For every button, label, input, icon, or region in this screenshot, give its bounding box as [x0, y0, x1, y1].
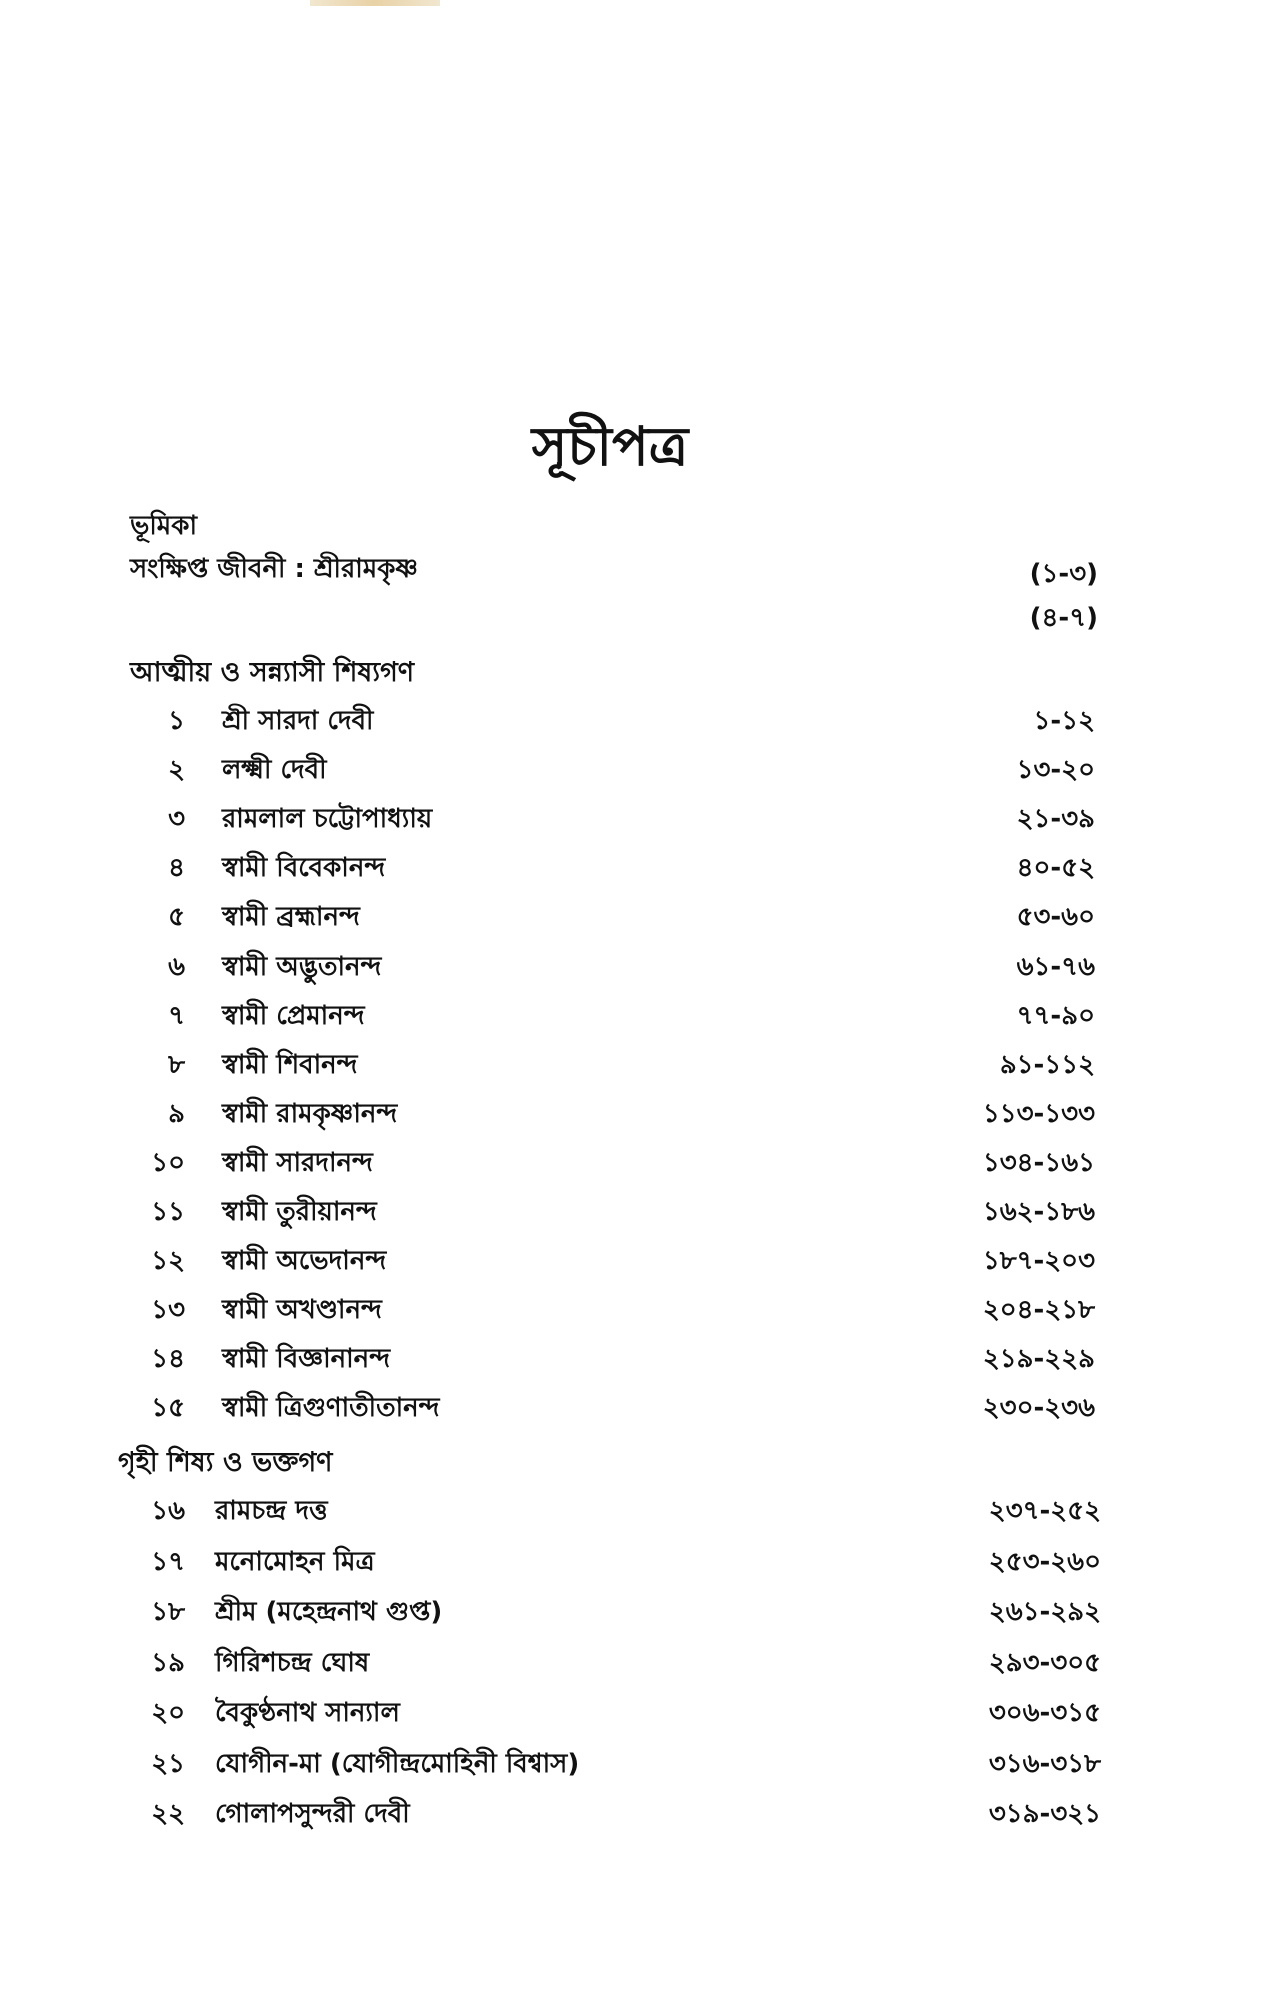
toc-entry-pages: ১৮৭-২০৩	[982, 1246, 1095, 1277]
toc-entry-number: ৯	[168, 1098, 185, 1129]
toc-entry-pages: ৬১-৭৬	[1016, 951, 1095, 982]
toc-entry-pages: ১৩-২০	[1016, 755, 1095, 786]
front-item-biography: সংক্ষিপ্ত জীবনী : শ্রীরামকৃষ্ণ	[130, 554, 419, 584]
toc-entry-pages: ২৩০-২৩৬	[982, 1393, 1095, 1424]
section-heading-2: গৃহী শিষ্য ও ভক্তগণ	[118, 1447, 333, 1478]
toc-entry-title: স্বামী শিবানন্দ	[222, 1049, 358, 1080]
toc-entry-number: ১৯	[151, 1647, 185, 1678]
toc-entry-title: স্বামী সারদানন্দ	[222, 1147, 373, 1178]
toc-entry-pages: ৯১-১১২	[999, 1049, 1095, 1080]
front-item-biography-pages: (১-৩)	[1029, 559, 1098, 589]
toc-entry-pages: ২৬১-২৯২	[988, 1597, 1101, 1627]
toc-entry-number: ১০	[151, 1147, 185, 1178]
toc-entry-title: গোলাপসুন্দরী দেবী	[215, 1799, 410, 1829]
toc-entry-pages: ৩১৬-৩১৮	[988, 1748, 1101, 1779]
toc-entry-pages: ২৩৭-২৫২	[988, 1496, 1101, 1526]
toc-entry-number: ৩	[168, 804, 185, 835]
toc-entry-title: স্বামী অদ্ভুতানন্দ	[222, 951, 382, 982]
toc-entry-number: ১৮	[151, 1597, 185, 1627]
toc-entry-pages: ১৬২-১৮৬	[982, 1197, 1095, 1227]
toc-entry-number: ৪	[168, 853, 185, 884]
front-item-preface: ভূমিকা	[130, 511, 197, 541]
toc-entry-number: ১১	[151, 1197, 185, 1227]
toc-entry-number: ৮	[168, 1049, 185, 1080]
toc-entry-title: স্বামী বিজ্ঞানানন্দ	[222, 1344, 391, 1375]
toc-entry-number: ১	[168, 706, 185, 736]
toc-entry-number: ১৭	[151, 1546, 185, 1577]
toc-entry-number: ১৩	[151, 1295, 185, 1326]
toc-entry-pages: ৪০-৫২	[1016, 853, 1095, 884]
toc-entry-pages: ৫৩-৬০	[1016, 902, 1095, 933]
toc-entry-number: ১৫	[151, 1393, 185, 1424]
toc-entry-title: গিরিশচন্দ্র ঘোষ	[215, 1647, 370, 1678]
toc-entry-title: রামচন্দ্র দত্ত	[215, 1496, 328, 1526]
toc-entry-title: মনোমোহন মিত্র	[215, 1546, 375, 1577]
toc-entry-number: ১৪	[151, 1344, 185, 1375]
toc-entry-title: স্বামী ব্রহ্মানন্দ	[222, 902, 360, 933]
toc-entry-pages: ৭৭-৯০	[1016, 1000, 1095, 1031]
toc-entry-title: লক্ষ্মী দেবী	[222, 755, 327, 786]
section-heading-1: আত্মীয় ও সন্ন্যাসী শিষ্যগণ	[130, 657, 415, 688]
toc-entry-pages: ১-১২	[1033, 706, 1095, 736]
page-title: সূচীপত্র	[531, 415, 689, 478]
toc-entry-number: ২০	[151, 1698, 185, 1728]
toc-entry-number: ৭	[168, 1000, 185, 1031]
toc-entry-title: বৈকুণ্ঠনাথ সান্যাল	[215, 1698, 400, 1728]
toc-entry-pages: ১৩৪-১৬১	[982, 1147, 1095, 1178]
toc-entry-number: ২১	[151, 1748, 185, 1779]
toc-entry-number: ১৬	[151, 1496, 185, 1526]
toc-entry-number: ৬	[168, 951, 185, 982]
toc-entry-title: স্বামী প্রেমানন্দ	[222, 1000, 365, 1031]
toc-entry-pages: ২০৪-২১৮	[982, 1295, 1095, 1326]
toc-entry-number: ২২	[151, 1799, 185, 1829]
front-item-extra-pages: (৪-৭)	[1029, 603, 1098, 633]
toc-entry-number: ১২	[151, 1246, 185, 1277]
toc-entry-pages: ৩১৯-৩২১	[988, 1799, 1101, 1829]
toc-entry-title: স্বামী অখণ্ডানন্দ	[222, 1295, 382, 1326]
toc-entry-title: রামলাল চট্টোপাধ্যায়	[222, 804, 433, 835]
toc-entry-title: স্বামী ত্রিগুণাতীতানন্দ	[222, 1393, 440, 1424]
toc-entry-number: ৫	[168, 902, 185, 933]
toc-entry-title: স্বামী বিবেকানন্দ	[222, 853, 386, 884]
toc-entry-pages: ২৫৩-২৬০	[988, 1546, 1101, 1577]
page-top-stain	[310, 0, 440, 6]
toc-entry-title: শ্রীম (মহেন্দ্রনাথ গুপ্ত)	[215, 1597, 443, 1627]
toc-entry-number: ২	[168, 755, 185, 786]
toc-entry-pages: ২৯৩-৩০৫	[988, 1647, 1101, 1678]
toc-entry-pages: ১১৩-১৩৩	[982, 1098, 1095, 1129]
toc-entry-pages: ৩০৬-৩১৫	[988, 1698, 1101, 1728]
toc-entry-title: স্বামী রামকৃষ্ণানন্দ	[222, 1098, 398, 1129]
toc-entry-title: স্বামী অভেদানন্দ	[222, 1246, 387, 1277]
toc-entry-title: যোগীন-মা (যোগীন্দ্রমোহিনী বিশ্বাস)	[215, 1748, 580, 1779]
toc-entry-pages: ২১৯-২২৯	[982, 1344, 1095, 1375]
toc-entry-title: স্বামী তুরীয়ানন্দ	[222, 1197, 377, 1227]
toc-entry-pages: ২১-৩৯	[1016, 804, 1095, 835]
toc-entry-title: শ্রী সারদা দেবী	[222, 706, 374, 736]
